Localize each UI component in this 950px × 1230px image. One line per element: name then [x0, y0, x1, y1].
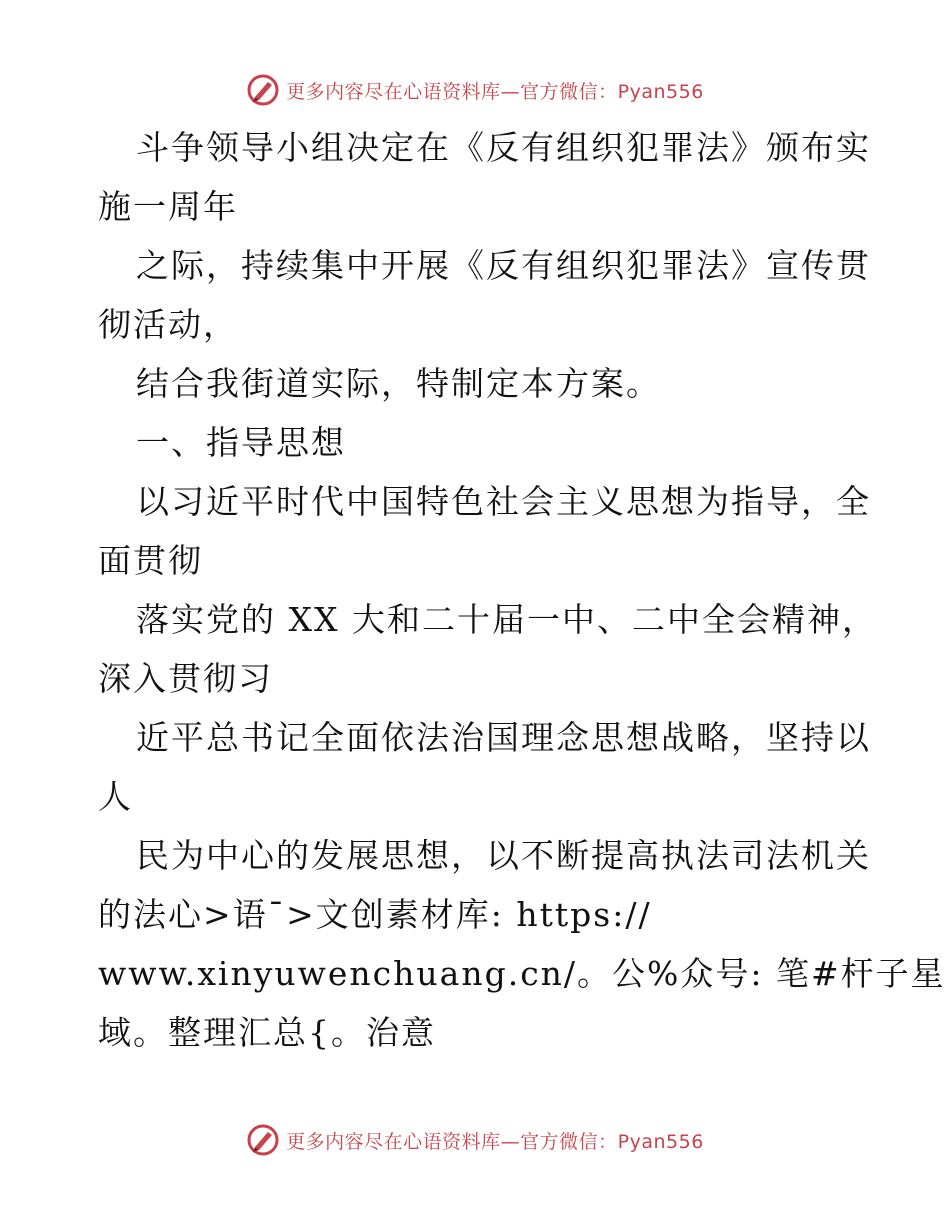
pen-circle-logo-icon: [246, 1123, 280, 1157]
text-line: 面贯彻: [98, 541, 203, 580]
text-line: 施一周年: [98, 187, 238, 226]
text-line: 之际，持续集中开展《反有组织犯罪法》宣传贯: [136, 246, 871, 285]
text-line: 结合我街道实际，特制定本方案。: [136, 364, 661, 403]
text-line: 民为中心的发展思想，以不断提高执法司法机关: [136, 836, 871, 875]
document-body: [98, 118, 946, 1062]
text-line: 彻活动，: [98, 305, 238, 344]
text-line: 斗争领导小组决定在《反有组织犯罪法》颁布实: [136, 128, 871, 167]
section-heading: 一、指导思想: [136, 423, 346, 462]
text-line: 深入贯彻习: [98, 659, 273, 698]
text-line: 的法心>语¯>文创素材库: https://: [98, 895, 652, 934]
header-banner-text: 更多内容尽在心语资料库—官方微信：Pyan556: [286, 80, 704, 103]
text-line: 落实党的 XX 大和二十届一中、二中全会精神，: [136, 600, 877, 639]
text-line: 人: [98, 777, 133, 816]
text-line: www.xinyuwenchuang.cn/。公%众号: 笔#杆子星: [98, 954, 946, 993]
pen-circle-logo-icon: [246, 73, 280, 107]
header-banner: [0, 70, 950, 110]
text-line: 以习近平时代中国特色社会主义思想为指导，全: [136, 482, 871, 521]
footer-banner: [0, 1120, 950, 1160]
footer-banner-text: 更多内容尽在心语资料库—官方微信：Pyan556: [286, 1130, 704, 1153]
text-line: 近平总书记全面依法治国理念思想战略，坚持以: [136, 718, 871, 757]
text-line: 域。整理汇总{。治意: [98, 1013, 436, 1052]
